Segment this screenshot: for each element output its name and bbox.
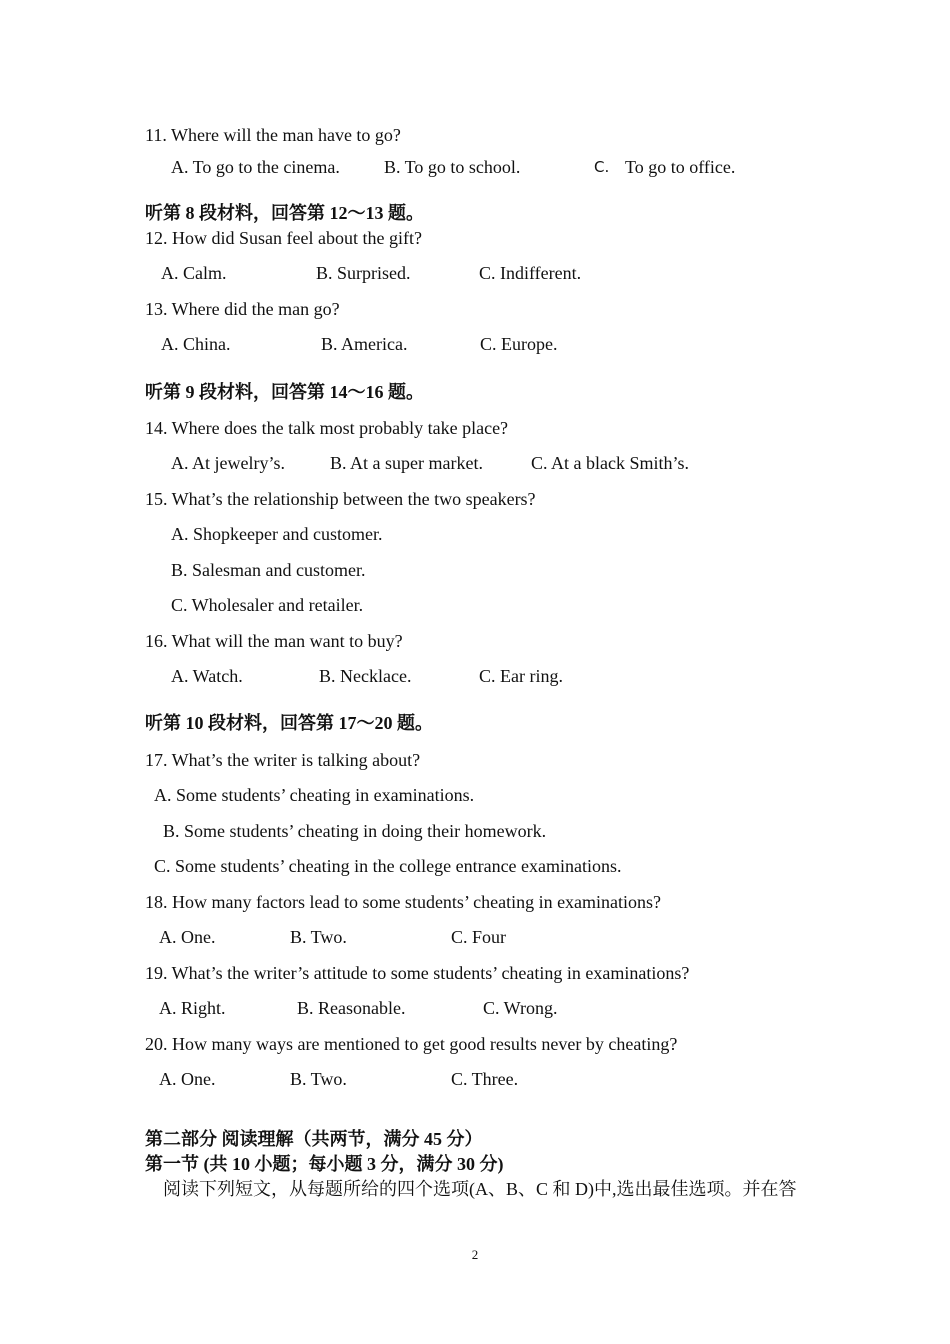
q16-option-a: A. Watch. — [171, 666, 243, 686]
q17-option-c: C. Some students’ cheating in the college entrance examinations. — [154, 856, 622, 876]
question-18: 18. How many factors lead to some students’ cheating in examinations? — [145, 892, 662, 912]
question-16: 16. What will the man want to buy? — [145, 631, 403, 651]
q15-option-a: A. Shopkeeper and customer. — [171, 524, 383, 544]
q12-option-c: C. Indifferent. — [479, 263, 582, 283]
q18-option-a: A. One. — [159, 927, 216, 947]
q19-option-a: A. Right. — [159, 998, 226, 1018]
q14-option-b: B. At a super market. — [330, 453, 483, 473]
q13-option-c: C. Europe. — [480, 334, 558, 354]
q11-option-a: A. To go to the cinema. — [171, 157, 340, 177]
q16-option-c: C. Ear ring. — [479, 666, 563, 686]
q17-option-a: A. Some students’ cheating in examinations. — [154, 785, 475, 805]
q13-option-b: B. America. — [321, 334, 408, 354]
q11-option-b: B. To go to school. — [384, 157, 521, 177]
q20-option-b: B. Two. — [290, 1069, 347, 1089]
q18-option-c: C. Four — [451, 927, 507, 947]
q14-option-a: A. At jewelry’s. — [171, 453, 285, 473]
q18-option-b: B. Two. — [290, 927, 347, 947]
q20-option-c: C. Three. — [451, 1069, 519, 1089]
question-13: 13. Where did the man go? — [145, 299, 340, 319]
question-17: 17. What’s the writer is talking about? — [145, 750, 421, 770]
question-11: 11. Where will the man have to go? — [145, 125, 401, 145]
q11-option-c-letter: C. — [594, 158, 610, 176]
q17-option-b: B. Some students’ cheating in doing their homework. — [163, 821, 547, 841]
q13-option-a: A. China. — [161, 334, 231, 354]
q11-option-c: To go to office. — [625, 157, 736, 177]
question-20: 20. How many ways are mentioned to get good results never by cheating? — [145, 1034, 678, 1054]
section-10-heading: 听第 10 段材料，回答第 17～20 题。 — [145, 713, 433, 733]
part-2-title: 第二部分 阅读理解（共两节，满分 45 分） — [145, 1129, 483, 1149]
question-12: 12. How did Susan feel about the gift? — [145, 228, 422, 248]
question-19: 19. What’s the writer’s attitude to some students’ cheating in examinations? — [145, 963, 690, 983]
q12-option-b: B. Surprised. — [316, 263, 411, 283]
question-15: 15. What’s the relationship between the two speakers? — [145, 489, 536, 509]
q14-option-c: C. At a black Smith’s. — [531, 453, 690, 473]
q19-option-b: B. Reasonable. — [297, 998, 406, 1018]
q19-option-c: C. Wrong. — [483, 998, 558, 1018]
q12-option-a: A. Calm. — [161, 263, 227, 283]
part-2-instruction: 阅读下列短文，从每题所给的四个选项(A、B、C 和 D)中,选出最佳选项。并在答 — [163, 1179, 797, 1199]
q20-option-a: A. One. — [159, 1069, 216, 1089]
page-number: 2 — [471, 1247, 479, 1262]
part-2-section-1-heading: 第一节 (共 10 小题；每小题 3 分，满分 30 分) — [145, 1154, 504, 1174]
question-14: 14. Where does the talk most probably take place? — [145, 418, 509, 438]
section-8-heading: 听第 8 段材料，回答第 12～13 题。 — [145, 203, 424, 223]
q15-option-b: B. Salesman and customer. — [171, 560, 366, 580]
section-9-heading: 听第 9 段材料，回答第 14～16 题。 — [145, 382, 424, 402]
q15-option-c: C. Wholesaler and retailer. — [171, 595, 364, 615]
q16-option-b: B. Necklace. — [319, 666, 412, 686]
